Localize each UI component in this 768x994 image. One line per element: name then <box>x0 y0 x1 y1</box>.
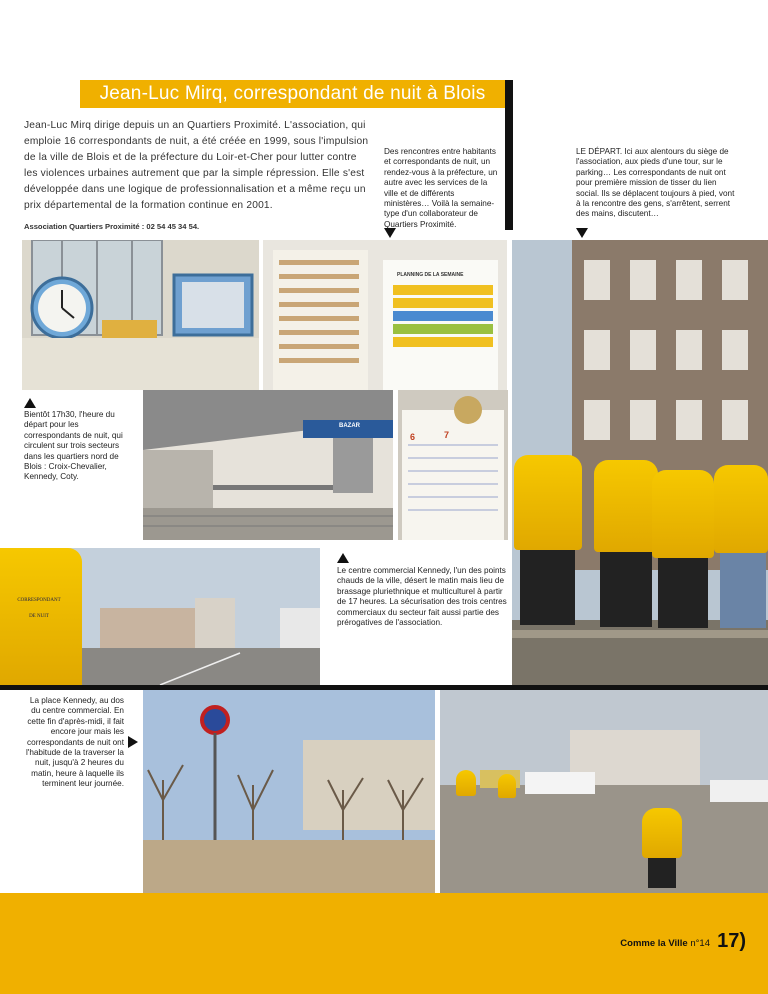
arrow-down-icon <box>576 228 588 238</box>
caption-rencontres: Des rencontres entre habitants et correspondants de nuit, un rendez-vous à la préfecture, un autre avec les services de la ville et de différents ministères… Voilà la semaine-type d'un collaborateur de Quartiers Proximité. <box>384 147 498 229</box>
issue-number: n°14 <box>690 938 710 949</box>
article-title: Jean-Luc Mirq, correspondant de nuit à Blois <box>80 80 505 108</box>
arrow-right-icon <box>128 736 138 748</box>
jacket-text-2: DE NUIT <box>29 614 49 619</box>
caption-bientot: Bientôt 17h30, l'heure du départ pour les correspondants de nuit, qui circulent sur trois secteurs dans les quartiers nord de Blois : Croix-Chevalier, Kennedy, Coty. <box>24 410 123 482</box>
arrow-down-icon <box>384 228 396 238</box>
caption-centre: Le centre commercial Kennedy, l'un des points chauds de la ville, désert le matin mais lieu de brassage pluriethnique et multiculturel à partir de 17 heures. La sécurisation des trois centres commerciaux du secteur fait aussi partie des prérogatives de l'association. <box>337 566 507 628</box>
photo-commercial-arcade <box>143 390 393 540</box>
photo-place-kennedy <box>143 690 435 893</box>
bazar-sign: BAZAR <box>339 423 360 429</box>
office-clock-illustration <box>22 240 259 390</box>
title-rule <box>505 80 513 230</box>
magazine-name: Comme la Ville <box>620 938 688 949</box>
notebook-day-7: 7 <box>444 430 450 440</box>
jacket-text-1: CORRESPONDANT <box>17 598 61 603</box>
intro-paragraph: Jean-Luc Mirq dirige depuis un an Quartiers Proximité. L'association, qui emploie 16 correspondants de nuit, a été créée en 1999, sous l'impulsion de la ville de Blois et de la préfecture du Loir-et-Cher pour lutter contre les violences urbaines autrement que par la simple répression. Elle s'est développée dans une logique de professionnalisation et a même reçu un prix départemental de la formation continue en 2001. <box>24 120 369 211</box>
magazine-folio <box>620 938 710 949</box>
photo-planning-board <box>263 240 507 390</box>
photo-team-tower <box>512 240 768 685</box>
arrow-up-icon <box>24 398 36 408</box>
photo-office-clock <box>22 240 259 390</box>
caption-depart: LE DÉPART. Ici aux alentours du siège de l'association, aux pieds d'une tour, sur le parking… Les correspondants de nuit ont pour première mission de tisser du lien social. Ils se déplacent toujours à pied, vont à la rencontre des gens, s'arrêtent, serrent des mains, discutent… <box>576 147 735 219</box>
planning-board-label: PLANNING DE LA SEMAINE <box>397 272 464 278</box>
arrow-up-icon <box>337 553 349 563</box>
contact-line: Association Quartiers Proximité : 02 54 45 34 54. <box>24 222 200 231</box>
caption-place: La place Kennedy, au dos du centre commercial. En cette fin d'après-midi, il fait encore jour mais les correspondants de nuit ont l'habitude de la traverser la nuit, jusqu'à 2 heures du matin, heure à laquelle ils terminent leur journée. <box>25 696 124 789</box>
photo-parking-walk <box>440 690 768 893</box>
notebook-day-6: 6 <box>410 432 416 442</box>
page-number: 17) <box>717 930 746 952</box>
photo-notebook <box>398 390 508 540</box>
photo-street-jacket <box>0 548 320 685</box>
